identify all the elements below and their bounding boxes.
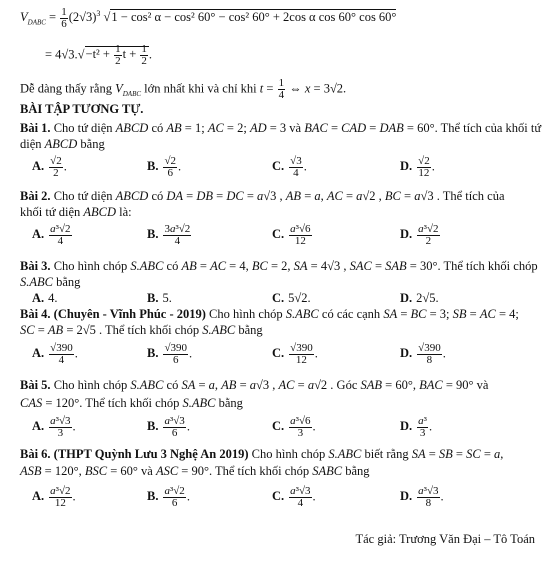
p3-option-a[interactable]: A. 4. — [32, 291, 58, 305]
p4-option-a[interactable]: A. $\frac{√390}{4}$ . — [32, 342, 78, 366]
section-title: BÀI TẬP TƯƠNG TỰ. — [20, 102, 144, 116]
problem-3-line-1: Bài 3. Cho hình chóp S.ABC có AB = AC = 4, BC = 2, SA = 4√3 , SAC = SAB = 30°. Thể tích khối chóp — [20, 259, 538, 273]
problem-1-line-1: Bài 1. Cho tứ diện ABCD có AB = 1; AC = 2; AD = 3 và BAC = CAD = DAB = 60°. Thể tích của khối tứ — [20, 121, 542, 135]
p5-option-d[interactable]: D. $\frac{\text{a³}}{3}$ . — [400, 415, 433, 439]
p6-option-c[interactable]: C. $\frac{\text{a³√3}}{4}$ . — [272, 485, 316, 509]
p3-option-d[interactable]: D. 2√5. — [400, 291, 439, 305]
formula-note: Dễ dàng thấy rằng $V_{DABC}$ lớn nhất khi và chỉ khi t = $\frac{1}{4}$ ⇔ x = 3√2. — [20, 77, 347, 101]
p1-option-c[interactable]: C. $\frac{√3}{4}$ . — [272, 155, 307, 179]
problem-5-line-2: CAS = 120°. Thể tích khối chóp S.ABC bằng — [20, 396, 243, 410]
p6-option-a[interactable]: A. $\frac{\text{a³√2}}{12}$ . — [32, 485, 76, 509]
formula-line-1: $V_{DABC}$ = $\frac{1}{6}$ $(2√3)^3$ √1 − cos² α − cos² 60° − cos² 60° + 2cos α cos 60° cos 60° — [20, 5, 397, 30]
p2-option-b[interactable]: B. $\frac{\text{3a³√2}}{4}$ — [147, 223, 191, 247]
problem-4-line-2: SC = AB = 2√5 . Thể tích khối chóp S.ABC bằng — [20, 323, 263, 337]
p6-option-d[interactable]: D. $\frac{\text{a³√3}}{8}$ . — [400, 485, 444, 509]
p3-option-b[interactable]: B. 5. — [147, 291, 172, 305]
p2-option-d[interactable]: D. $\frac{\text{a³√2}}{2}$ — [400, 223, 439, 247]
formula-line-2: = 4√3.√−t² + $\frac{1}{2}$ t + $\frac{1}{2}$ . — [45, 43, 153, 67]
p5-option-c[interactable]: C. $\frac{\text{a³√6}}{3}$ . — [272, 415, 316, 439]
p1-option-a[interactable]: A. $\frac{√2}{2}$ . — [32, 155, 67, 179]
problem-5-line-1: Bài 5. Cho hình chóp S.ABC có SA = a, AB = a√3 , AC = a√2 . Góc SAB = 60°, BAC = 90° và — [20, 378, 489, 392]
problem-2-line-2: khối tứ diện ABCD là: — [20, 205, 132, 219]
problem-2-line-1: Bài 2. Cho tứ diện ABCD có DA = DB = DC = a√3 , AB = a, AC = a√2 , BC = a√3 . Thể tích của — [20, 189, 505, 203]
author-credit: Tác giả: Trương Văn Đại – Tô Toán — [355, 532, 535, 546]
p1-option-b[interactable]: B. $\frac{√2}{6}$ . — [147, 155, 182, 179]
p5-option-a[interactable]: A. $\frac{\text{a³√3}}{3}$ . — [32, 415, 76, 439]
p5-option-b[interactable]: B. $\frac{\text{a³√3}}{6}$ . — [147, 415, 190, 439]
p1-option-d[interactable]: D. $\frac{√2}{12}$ . — [400, 155, 435, 179]
p4-option-d[interactable]: D. $\frac{√390}{8}$ . — [400, 342, 446, 366]
p3-option-c[interactable]: C. 5√2. — [272, 291, 311, 305]
problem-3-line-2: S.ABC bằng — [20, 275, 81, 289]
problem-4-line-1: Bài 4. (Chuyên - Vĩnh Phúc - 2019) Cho hình chóp S.ABC có các cạnh SA = BC = 3; SB = AC = 4; — [20, 307, 519, 321]
p2-option-a[interactable]: A. $\frac{\text{a³√2}}{4}$ — [32, 223, 71, 247]
problem-6-line-1: Bài 6. (THPT Quỳnh Lưu 3 Nghệ An 2019) Cho hình chóp S.ABC biết rằng SA = SB = SC = a, — [20, 447, 504, 461]
p6-option-b[interactable]: B. $\frac{\text{a³√2}}{6}$ . — [147, 485, 190, 509]
problem-6-line-2: ASB = 120°, BSC = 60° và ASC = 90°. Thể tích khối chóp SABC bằng — [20, 464, 370, 478]
p4-option-c[interactable]: C. $\frac{√390}{12}$ . — [272, 342, 318, 366]
p2-option-c[interactable]: C. $\frac{\text{a³√6}}{12}$ — [272, 223, 311, 247]
problem-1-line-2: diện ABCD bằng — [20, 137, 105, 151]
p4-option-b[interactable]: B. $\frac{√390}{6}$ . — [147, 342, 193, 366]
